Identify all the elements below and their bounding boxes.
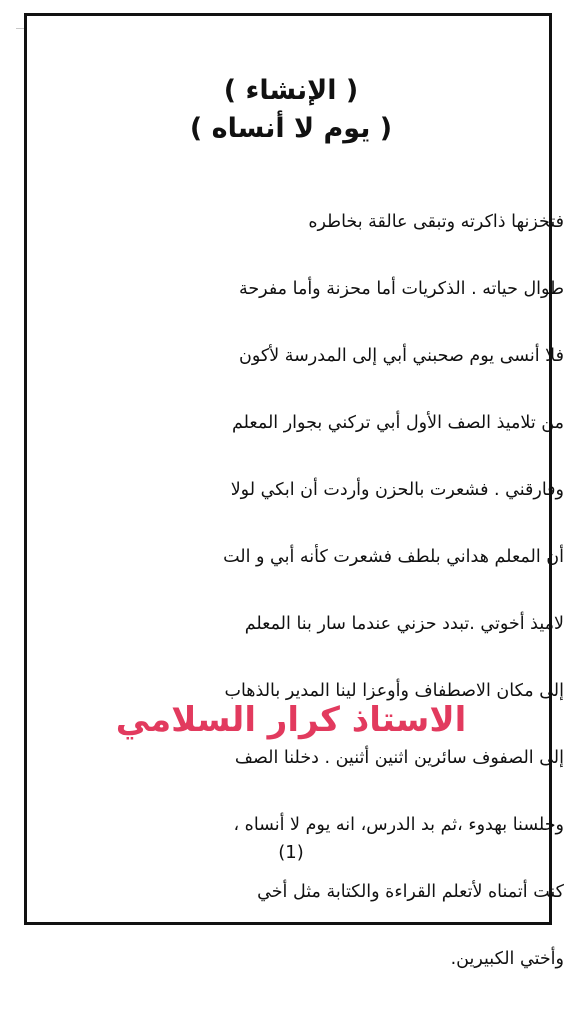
author-signature: الاستاذ كرار السلامي xyxy=(115,700,467,740)
body-line: وفارقني . فشعرت بالحزن وأردت أن ابكي لولا xyxy=(230,479,564,500)
essay-body xyxy=(36,172,564,1010)
body-line: إلى مكان الاصطفاف وأوعزا لينا المدير بالذهاب xyxy=(224,680,564,701)
body-line: لاميذ أخوتي .تبدد حزني عندما سار بنا المعلم xyxy=(244,613,564,634)
body-line: كنت أتمناه لأتعلم القراءة والكتابة مثل أخي xyxy=(257,881,564,902)
body-line: إلى الصفوف سائرين اثنين أثنين . دخلنا الصف xyxy=(234,747,564,768)
body-line: طوال حياته . الذكريات أما محزنة وأما مفرحة xyxy=(238,278,564,299)
page-number: (1) xyxy=(278,842,304,863)
body-line: من تلاميذ الصف الأول أبي تركني بجوار المعلم xyxy=(231,412,564,433)
document-subtitle: ( يوم لا أنساه ) xyxy=(189,113,393,144)
document-title: ( الإنشاء ) xyxy=(223,75,359,106)
body-line: وجلسنا بهدوء ،ثم بد الدرس، انه يوم لا أنساه ، xyxy=(233,814,564,835)
body-line: فتخزنها ذاكرته وتبقى عالقة بخاطره xyxy=(308,211,564,232)
body-line: وأختي الكبيرين. xyxy=(450,948,564,969)
body-line: أن المعلم هداني بلطف فشعرت كأنه أبي و الت xyxy=(223,546,564,567)
body-line: فلا أنسى يوم صحبني أبي إلى المدرسة لأكون xyxy=(238,345,564,366)
title-block xyxy=(0,72,582,148)
